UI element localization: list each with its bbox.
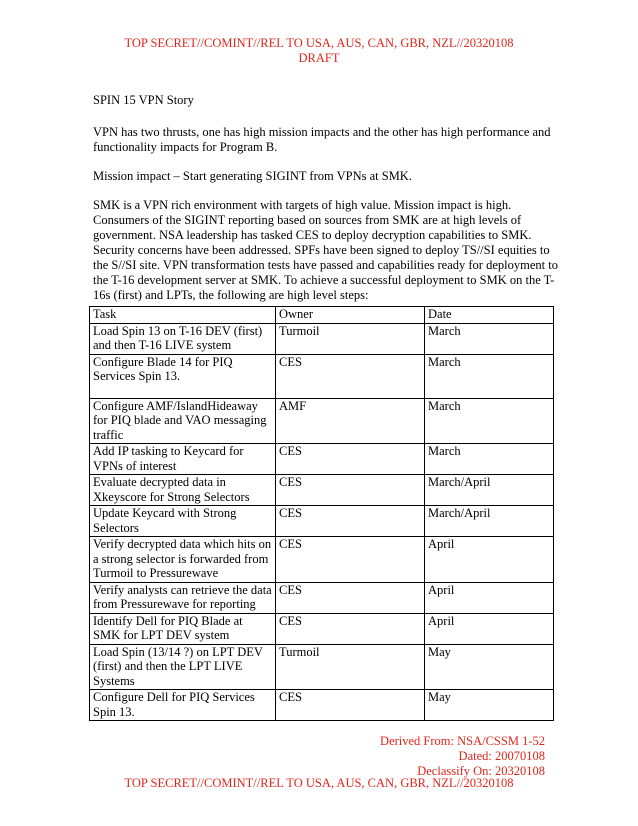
task-cell: Configure Dell for PIQ Services Spin 13. [90, 690, 276, 721]
column-header-owner: Owner [276, 307, 425, 324]
date-cell: March [425, 323, 554, 354]
table-row [90, 398, 554, 444]
task-cell: Evaluate decrypted data in Xkeyscore for Strong Selectors [90, 475, 276, 506]
task-cell: Verify analysts can retrieve the data from Pressurewave for reporting [90, 582, 276, 613]
table-row [90, 537, 554, 583]
declassify-on: Declassify On: 20320108 [417, 764, 545, 778]
owner-cell: CES [276, 506, 425, 537]
owner-cell: CES [276, 690, 425, 721]
task-cell: Load Spin 13 on T-16 DEV (first) and then T-16 LIVE system [90, 323, 276, 354]
task-cell: Update Keycard with Strong Selectors [90, 506, 276, 537]
date-cell: May [425, 644, 554, 690]
owner-cell: Turmoil [276, 323, 425, 354]
task-cell: Verify decrypted data which hits on a strong selector is forwarded from Turmoil to Pressurewave [90, 537, 276, 583]
table-row [90, 690, 554, 721]
header-classification: TOP SECRET//COMINT//REL TO USA, AUS, CAN, GBR, NZL//20320108 [124, 36, 514, 50]
task-cell: Add IP tasking to Keycard for VPNs of interest [90, 444, 276, 475]
table-row [90, 613, 554, 644]
date-cell: March/April [425, 475, 554, 506]
table-row [90, 582, 554, 613]
date-cell: May [425, 690, 554, 721]
column-header-date: Date [425, 307, 554, 324]
task-cell: Configure Blade 14 for PIQ Services Spin 13. [90, 354, 276, 398]
footer-classification: TOP SECRET//COMINT//REL TO USA, AUS, CAN, GBR, NZL//20320108 [124, 776, 514, 790]
date-cell: April [425, 613, 554, 644]
owner-cell: CES [276, 475, 425, 506]
owner-cell: CES [276, 354, 425, 398]
table-row [90, 444, 554, 475]
table-row [90, 506, 554, 537]
document-title: SPIN 15 VPN Story [93, 93, 194, 107]
owner-cell: CES [276, 613, 425, 644]
task-table [89, 306, 554, 721]
paragraph-mission-impact: Mission impact – Start generating SIGINT from VPNs at SMK. [93, 169, 412, 183]
owner-cell: CES [276, 444, 425, 475]
classification-authority-block [380, 734, 545, 779]
task-cell: Load Spin (13/14 ?) on LPT DEV (first) and then the LPT LIVE Systems [90, 644, 276, 690]
draft-marking: DRAFT [298, 51, 340, 65]
owner-cell: CES [276, 582, 425, 613]
date-cell: March [425, 354, 554, 398]
document-body [93, 93, 563, 317]
derived-from: Derived From: NSA/CSSM 1-52 [380, 734, 545, 748]
date-cell: April [425, 582, 554, 613]
column-header-task: Task [90, 307, 276, 324]
dated: Dated: 20070108 [458, 749, 545, 763]
task-cell: Configure AMF/IslandHideaway for PIQ blade and VAO messaging traffic [90, 398, 276, 444]
table-row [90, 644, 554, 690]
header-classification-block [0, 36, 638, 66]
date-cell: March/April [425, 506, 554, 537]
paragraph-smk: SMK is a VPN rich environment with targets of high value. Mission impact is high. Consumers of the SIGINT reporting based on sources from SMK are at high levels of government. NSA leadership has tasked CES to deploy decryption capabilities to SMK. Security concerns have been addressed. SPFs have been signed to deploy TS//SI equities to the S//SI site. VPN transformation tests have passed and capabilities ready for deployment to the T-16 development server at SMK. To achieve a successful deployment to SMK on the T-16s (first) and LPTs, the following are high level steps: [93, 198, 558, 302]
date-cell: March [425, 398, 554, 444]
owner-cell: AMF [276, 398, 425, 444]
task-cell: Identify Dell for PIQ Blade at SMK for LPT DEV system [90, 613, 276, 644]
date-cell: April [425, 537, 554, 583]
date-cell: March [425, 444, 554, 475]
table-row [90, 323, 554, 354]
paragraph-thrusts: VPN has two thrusts, one has high mission impacts and the other has high performance and functionality impacts for Program B. [93, 125, 551, 154]
table-row [90, 354, 554, 398]
table-row [90, 475, 554, 506]
table-header-row [90, 307, 554, 324]
owner-cell: Turmoil [276, 644, 425, 690]
owner-cell: CES [276, 537, 425, 583]
